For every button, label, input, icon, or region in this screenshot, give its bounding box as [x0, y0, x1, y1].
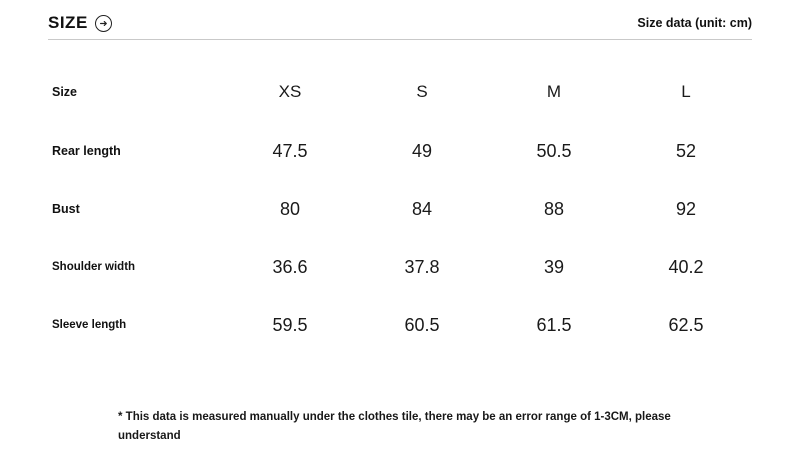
column-header-l: L: [681, 82, 691, 101]
table-row: [48, 180, 752, 238]
cell-bust-xs: 80: [279, 198, 301, 219]
table-row: [48, 122, 752, 180]
column-header-s: S: [416, 82, 428, 101]
header-left-group: [48, 13, 112, 33]
cell-rear-length-m: 50.5: [536, 140, 572, 161]
cell-bust-l: 92: [675, 198, 697, 219]
measurement-disclaimer: * This data is measured manually under the clothes tile, there may be an error range of 1-3CM, please understand: [118, 411, 671, 442]
column-header-xs: XS: [278, 82, 302, 101]
cell-shoulder-width-xs: 36.6: [272, 256, 308, 277]
page-title: SIZE: [48, 13, 88, 32]
cell-shoulder-width-l: 40.2: [668, 256, 704, 277]
cell-sleeve-length-s: 60.5: [404, 314, 440, 335]
row-label-bust: Bust: [52, 202, 80, 216]
cell-sleeve-length-m: 61.5: [536, 314, 572, 335]
unit-note: Size data (unit: cm): [637, 16, 752, 30]
row-label-sleeve-length: Sleeve length: [52, 319, 127, 331]
cell-sleeve-length-xs: 59.5: [272, 314, 308, 335]
cell-rear-length-l: 52: [675, 140, 697, 161]
table-header-row: [48, 62, 752, 122]
row-label-rear-length: Rear length: [52, 144, 121, 158]
size-table: [48, 62, 752, 354]
cell-bust-m: 88: [543, 198, 565, 219]
column-header-size: Size: [52, 85, 78, 99]
arrow-right-circle-icon: [95, 15, 112, 32]
size-chart-header: [48, 8, 752, 38]
header-divider: [48, 39, 752, 40]
cell-rear-length-s: 49: [411, 140, 433, 161]
table-row: [48, 238, 752, 296]
cell-shoulder-width-s: 37.8: [404, 256, 440, 277]
table-row: [48, 296, 752, 354]
row-label-shoulder-width: Shoulder width: [52, 261, 136, 273]
cell-sleeve-length-l: 62.5: [668, 314, 704, 335]
cell-bust-s: 84: [411, 198, 433, 219]
cell-shoulder-width-m: 39: [543, 256, 565, 277]
column-header-m: M: [546, 82, 562, 101]
cell-rear-length-xs: 47.5: [272, 140, 308, 161]
